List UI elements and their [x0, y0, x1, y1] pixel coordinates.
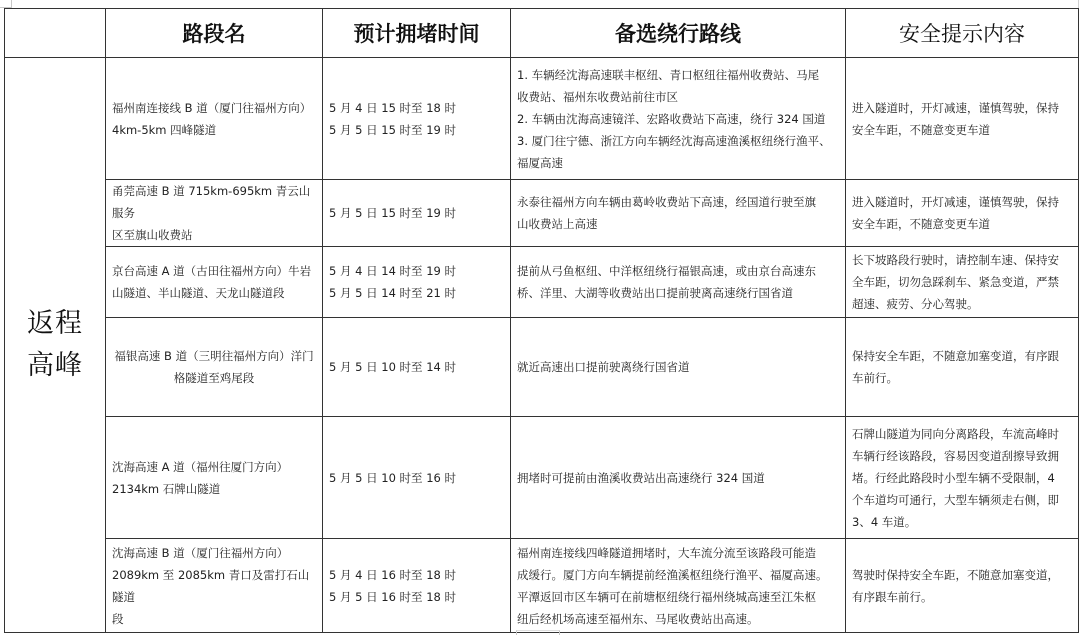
route-line: 1. 车辆经沈海高速联丰枢纽、青口枢纽往福州收费站、马尾: [517, 67, 820, 82]
time-line: 5 月 5 日 16 时至 18 时: [329, 589, 456, 604]
safety-line: 驾驶时保持安全车距，不随意加塞变道，: [852, 567, 1059, 582]
time-line: 5 月 5 日 10 时至 14 时: [329, 360, 456, 374]
route-line: 2. 车辆由沈海高速镜洋、宏路收费站下高速，绕行 324 国道: [517, 111, 826, 126]
road-name-line: 4km-5km 四峰隧道: [112, 122, 217, 137]
route-line: 成缓行。厦门方向车辆提前经渔溪枢纽绕行渔平、福厦高速。: [517, 567, 828, 582]
time-line: 5 月 4 日 14 时至 19 时: [329, 264, 456, 278]
route-line: 提前从弓鱼枢纽、中洋枢纽绕行福银高速，或由京台高速东: [517, 264, 816, 278]
route-line: 3. 厦门往宁德、浙江方向车辆经沈海高速渔溪枢纽绕行渔平、: [517, 133, 831, 148]
group-label-line1: 返程: [27, 308, 83, 339]
page-corner-mark: [0, 0, 12, 8]
safety-line: 长下坡路段行驶时，请控制车速、保持安: [852, 253, 1059, 267]
road-name-line: 区至旗山收费站: [112, 228, 193, 242]
road-name-cell: [106, 180, 323, 247]
road-name-line: 2089km 至 2085km 青口及雷打石山隧道: [112, 567, 310, 604]
road-name-line: 沈海高速 B 道（厦门往福州方向）: [112, 545, 289, 560]
routes-cell: [511, 180, 846, 247]
safety-cell: [846, 417, 1079, 539]
road-name-line: 段: [112, 611, 124, 626]
road-name-line: 2134km 石牌山隧道: [112, 481, 221, 496]
safety-line: 个车道均可通行，大型车辆须走右侧，即: [852, 492, 1059, 507]
header-group: [5, 9, 106, 58]
routes-cell: [511, 539, 846, 633]
safety-line: 3、4 车道。: [852, 514, 917, 529]
safety-cell: [846, 58, 1079, 180]
header-congestion-time: 预计拥堵时间: [323, 9, 511, 58]
group-label-cell: [5, 58, 106, 633]
safety-line: 进入隧道时，开灯减速，谨慎驾驶，保持: [852, 195, 1059, 209]
road-name-cell: [106, 58, 323, 180]
road-name-line: 格隧道至鸡尾段: [173, 371, 255, 385]
table-row: [5, 539, 1079, 633]
safety-line: 超速、疲劳、分心驾驶。: [852, 297, 979, 311]
time-cell: [323, 180, 511, 247]
road-name-line: 沈海高速 A 道（福州往厦门方向）: [112, 459, 289, 474]
safety-line: 全车距，切勿急踩刹车、紧急变道，严禁: [852, 275, 1059, 289]
time-line: 5 月 5 日 14 时至 21 时: [329, 286, 456, 300]
safety-line: 安全车距，不随意变更车道: [852, 122, 990, 137]
time-cell: [323, 247, 511, 318]
safety-line: 车辆行经该路段，容易因变道刮擦导致拥: [852, 448, 1059, 463]
header-road-name: 路段名: [106, 9, 323, 58]
header-safety-tips: 安全提示内容: [846, 9, 1079, 58]
road-name-line: 山隧道、半山隧道、天龙山隧道段: [112, 286, 285, 300]
route-line: 永泰往福州方向车辆由葛岭收费站下高速，经国道行驶至旗: [517, 195, 816, 209]
safety-line: 堵。行经此路段时小型车辆不受限制，4: [852, 470, 1055, 485]
safety-line: 安全车距，不随意变更车道: [852, 217, 990, 231]
page-bottom-mark: [516, 630, 560, 635]
route-line: 就近高速出口提前驶离绕行国省道: [517, 360, 690, 374]
group-label-line2: 高峰: [27, 350, 83, 381]
road-name-cell: [106, 247, 323, 318]
safety-line: 进入隧道时，开灯减速，谨慎驾驶，保持: [852, 100, 1059, 115]
road-name-cell: [106, 539, 323, 633]
road-name-line: 福银高速 B 道（三明往福州方向）洋门: [114, 349, 314, 363]
time-line: 5 月 5 日 15 时至 19 时: [329, 122, 456, 137]
safety-line: 车前行。: [852, 371, 898, 385]
route-line: 桥、洋里、大湖等收费站出口提前驶离高速绕行国省道: [517, 286, 793, 300]
time-cell: [323, 58, 511, 180]
time-cell: [323, 318, 511, 417]
road-name-line: 京台高速 A 道（古田往福州方向）牛岩: [112, 264, 312, 278]
route-line: 纽后经机场高速至福州东、马尾收费站出高速。: [517, 611, 759, 626]
time-cell: [323, 539, 511, 633]
road-name-cell: [106, 318, 323, 417]
safety-line: 保持安全车距，不随意加塞变道，有序跟: [852, 349, 1059, 363]
routes-cell: [511, 247, 846, 318]
road-name-line: 甬莞高速 B 道 715km-695km 青云山服务: [112, 184, 311, 220]
table-row: [5, 318, 1079, 417]
table-row: [5, 180, 1079, 247]
time-line: 5 月 4 日 16 时至 18 时: [329, 567, 456, 582]
route-line: 福州南连接线四峰隧道拥堵时，大车流分流至该路段可能造: [517, 545, 816, 560]
table-row: [5, 58, 1079, 180]
table-row: [5, 247, 1079, 318]
time-line: 5 月 5 日 10 时至 16 时: [329, 470, 456, 485]
safety-cell: [846, 247, 1079, 318]
safety-cell: [846, 539, 1079, 633]
table-row: [5, 417, 1079, 539]
route-line: 收费站、福州东收费站前往市区: [517, 89, 678, 104]
time-line: 5 月 5 日 15 时至 19 时: [329, 206, 456, 220]
route-line: 福厦高速: [517, 155, 563, 170]
safety-line: 石牌山隧道为同向分离路段，车流高峰时: [852, 426, 1059, 441]
route-line: 山收费站上高速: [517, 217, 598, 231]
safety-cell: [846, 318, 1079, 417]
time-line: 5 月 4 日 15 时至 18 时: [329, 100, 456, 115]
safety-cell: [846, 180, 1079, 247]
routes-cell: [511, 58, 846, 180]
header-alternative-routes: 备选绕行路线: [511, 9, 846, 58]
safety-line: 有序跟车前行。: [852, 589, 933, 604]
header-row: [5, 9, 1079, 58]
routes-cell: [511, 318, 846, 417]
routes-cell: [511, 417, 846, 539]
time-cell: [323, 417, 511, 539]
route-line: 拥堵时可提前由渔溪收费站出高速绕行 324 国道: [517, 470, 765, 485]
route-line: 平潭返回市区车辆可在前塘枢纽绕行福州绕城高速至江朱枢: [517, 589, 816, 604]
road-name-cell: [106, 417, 323, 539]
road-name-line: 福州南连接线 B 道（厦门往福州方向）: [112, 100, 312, 115]
congestion-table: [4, 8, 1079, 633]
